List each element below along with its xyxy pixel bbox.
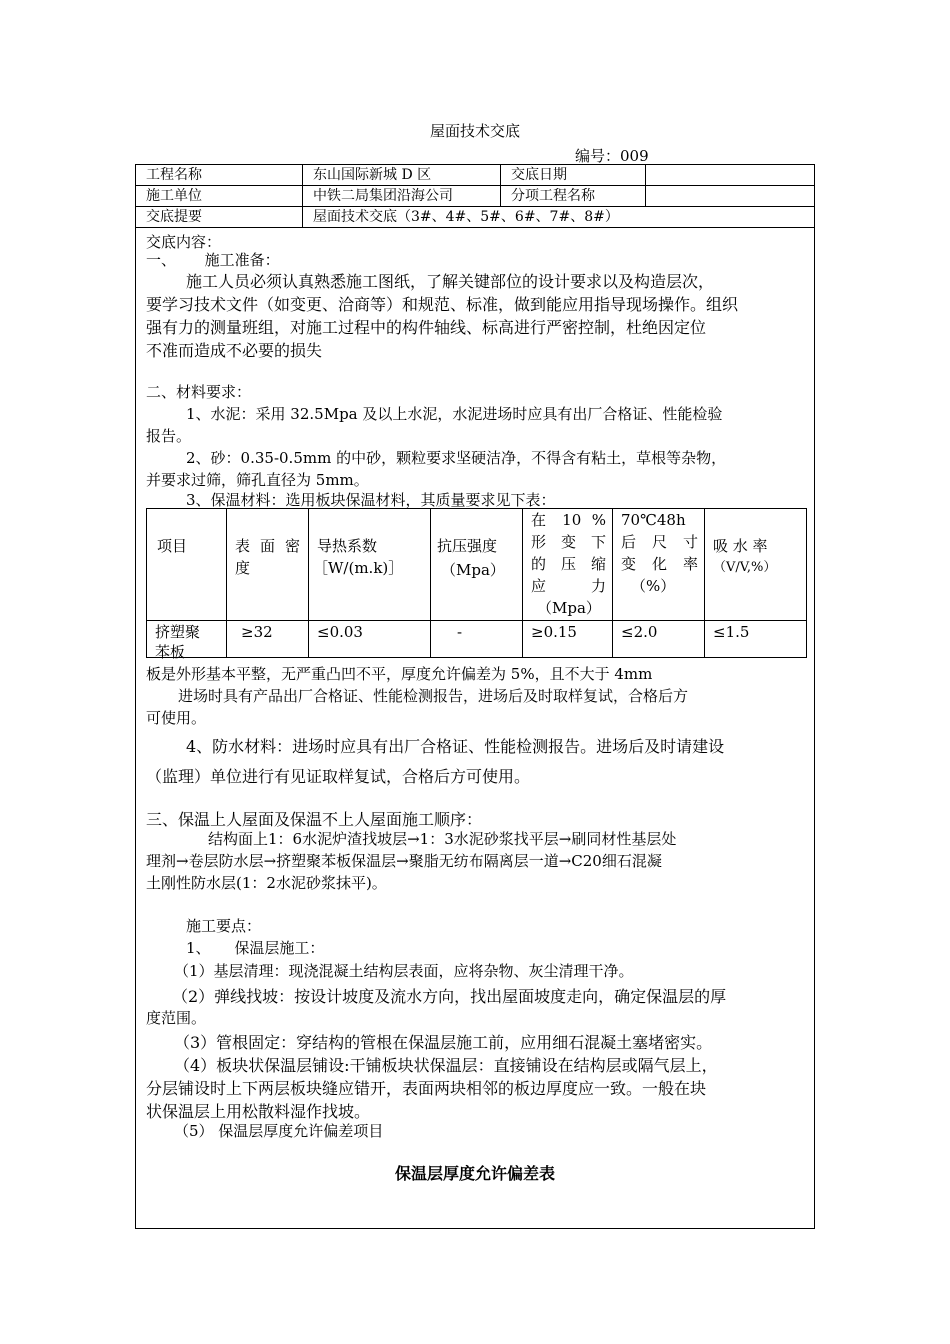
col-dimension-change <box>613 509 705 657</box>
sequence-line-2: 理剂→卷层防水层→挤塑聚苯板保温层→聚脂无纺布隔离层一道→C20细石混凝 <box>146 852 662 870</box>
label-disclosure-date: 交底日期 <box>501 165 646 185</box>
key-points-title: 施工要点： <box>186 917 262 935</box>
value-sub-project <box>646 186 814 206</box>
value-summary: 屋面技术交底（3#、4#、5#、6#、7#、8#） <box>313 209 619 225</box>
point-b-line-2: 度范围。 <box>146 1009 207 1027</box>
after-table-line-2: 进场时具有产品出厂合格证、性能检测报告，进场后及时取样复试，合格后方 <box>178 687 689 705</box>
header-dimension-line-1: 70℃48h <box>621 511 686 529</box>
point-b-line-1: （2）弹线找坡：按设计坡度及流水方向，找出屋面坡度走向，确定保温层的厚 <box>172 987 727 1006</box>
header-conductivity-line-2: ［W/(m.k)］ <box>313 559 404 577</box>
header-density-line-1: 表面密 <box>235 537 300 555</box>
header-density-line-2: 度 <box>235 559 251 577</box>
label-project-name: 工程名称 <box>136 165 303 185</box>
after-table-line-1: 板是外形基本平整，无严重凸凹不平，厚度允许偏差为 5%，且不大于 4mm <box>146 665 653 683</box>
material-spec-table <box>146 508 807 661</box>
header-deformation-line-3: 的压缩 <box>531 555 606 573</box>
document-title: 屋面技术交底 <box>429 122 520 140</box>
label-sub-project: 分项工程名称 <box>501 186 646 206</box>
cell-compressive: - <box>457 623 463 641</box>
point-c: （3）管根固定：穿结构的管根在保温层施工前，应用细石混凝土塞堵密实。 <box>174 1033 713 1052</box>
header-dimension-line-3: 变化率 <box>621 555 698 573</box>
disclosure-form <box>135 164 815 1229</box>
waterproof-line-1: 4、防水材料：进场时应具有出厂合格证、性能检测报告。进场后及时请建设 <box>186 737 725 756</box>
point-d-line-1: （4）板块状保温层铺设:干铺板块状保温层：直接铺设在结构层或隔气层上， <box>174 1056 718 1075</box>
cell-absorption: ≤1.5 <box>713 623 750 641</box>
label-construction-unit: 施工单位 <box>136 186 303 206</box>
sand-line-2: 并要求过筛，筛孔直径为 5mm。 <box>146 471 369 489</box>
header-compressive-line-2: （Mpa） <box>441 561 505 579</box>
insulation-material-line: 3、保温材料：选用板块保温材料，其质量要求见下表： <box>186 491 556 509</box>
header-row-unit <box>136 186 814 207</box>
section-1-title: 一、 施工准备： <box>146 251 280 269</box>
after-table-line-3: 可使用。 <box>146 709 207 727</box>
point-1-title: 1、 保温层施工： <box>186 939 325 957</box>
header-item: 项目 <box>157 537 188 555</box>
cell-dimension-change: ≤2.0 <box>621 623 658 641</box>
value-construction-unit: 中铁二局集团沿海公司 <box>303 186 501 206</box>
header-compressive-line-1: 抗压强度 <box>437 537 498 555</box>
col-deformation <box>523 509 613 657</box>
waterproof-line-2: （监理）单位进行有见证取样复试，合格后方可使用。 <box>146 767 531 786</box>
col-item <box>147 509 227 661</box>
point-d-line-2: 分层铺设时上下两层板块缝应错开，表面两块相邻的板边厚度应一致。一般在块 <box>146 1079 707 1098</box>
cell-conductivity: ≤0.03 <box>317 623 363 641</box>
document-number: 编号：009 <box>575 147 649 165</box>
header-row-project <box>136 165 814 186</box>
header-absorption-line-1: 吸 水 率 <box>713 537 768 555</box>
table-row-divider <box>147 620 806 621</box>
header-dimension-line-4: （%） <box>631 577 676 595</box>
point-a: （1）基层清理：现浇混凝土结构层表面，应将杂物、灰尘清理干净。 <box>174 962 634 980</box>
header-dimension-line-2: 后尺寸 <box>621 533 698 551</box>
col-density <box>227 509 309 657</box>
sand-line-1: 2、砂：0.35-0.5mm 的中砂，颗粒要求坚硬洁净，不得含有粘土，草根等杂物， <box>186 449 727 467</box>
header-deformation-line-2: 形变下 <box>531 533 606 551</box>
section-1-line-1: 施工人员必须认真熟悉施工图纸，了解关键部位的设计要求以及构造层次， <box>186 272 715 291</box>
header-absorption-line-2: （V/V,%） <box>713 560 777 575</box>
value-disclosure-date <box>646 165 814 185</box>
cell-item-line-1: 挤塑聚 <box>155 623 201 641</box>
col-conductivity <box>309 509 431 657</box>
header-deformation-line-1: 在 10 % <box>531 511 606 529</box>
point-e: （5） 保温层厚度允许偏差项目 <box>174 1122 384 1140</box>
header-conductivity-line-1: 导热系数 <box>317 537 378 555</box>
cell-item-line-2: 苯板 <box>155 643 186 661</box>
cell-density: ≥32 <box>241 623 273 641</box>
content-label: 交底内容： <box>146 233 222 251</box>
col-absorption <box>705 509 806 657</box>
header-deformation-line-4: 应 力 <box>531 577 606 595</box>
section-1-line-2: 要学习技术文件（如变更、洽商等）和规范、标准，做到能应用指导现场操作。组织 <box>146 295 739 314</box>
table-2-title: 保温层厚度允许偏差表 <box>394 1164 555 1183</box>
sequence-line-1: 结构面上1：6水泥炉渣找坡层→1：3水泥砂浆找平层→刷同材性基层处 <box>208 830 677 848</box>
section-1-line-3: 强有力的测量班组，对施工过程中的构件轴线、标高进行严密控制，杜绝因定位 <box>146 318 707 337</box>
cement-line-2: 报告。 <box>146 427 192 445</box>
cement-line-1: 1、水泥：采用 32.5Mpa 及以上水泥，水泥进场时应具有出厂合格证、性能检验 <box>186 405 723 423</box>
section-2-title: 二、材料要求： <box>146 383 252 401</box>
cell-deformation: ≥0.15 <box>531 623 577 641</box>
header-deformation-line-5: （Mpa） <box>537 599 601 617</box>
section-1-line-4: 不准而造成不必要的损失 <box>146 341 323 360</box>
section-3-title: 三、保温上人屋面及保温不上人屋面施工顺序： <box>146 810 483 829</box>
label-summary: 交底提要 <box>136 207 303 227</box>
sequence-line-3: 土刚性防水层(1：2水泥砂浆抹平)。 <box>146 874 387 892</box>
header-row-summary <box>136 207 814 228</box>
value-project-name: 东山国际新城 D 区 <box>303 165 501 185</box>
point-d-line-3: 状保温层上用松散料湿作找坡。 <box>146 1102 371 1121</box>
col-compressive <box>431 509 523 657</box>
